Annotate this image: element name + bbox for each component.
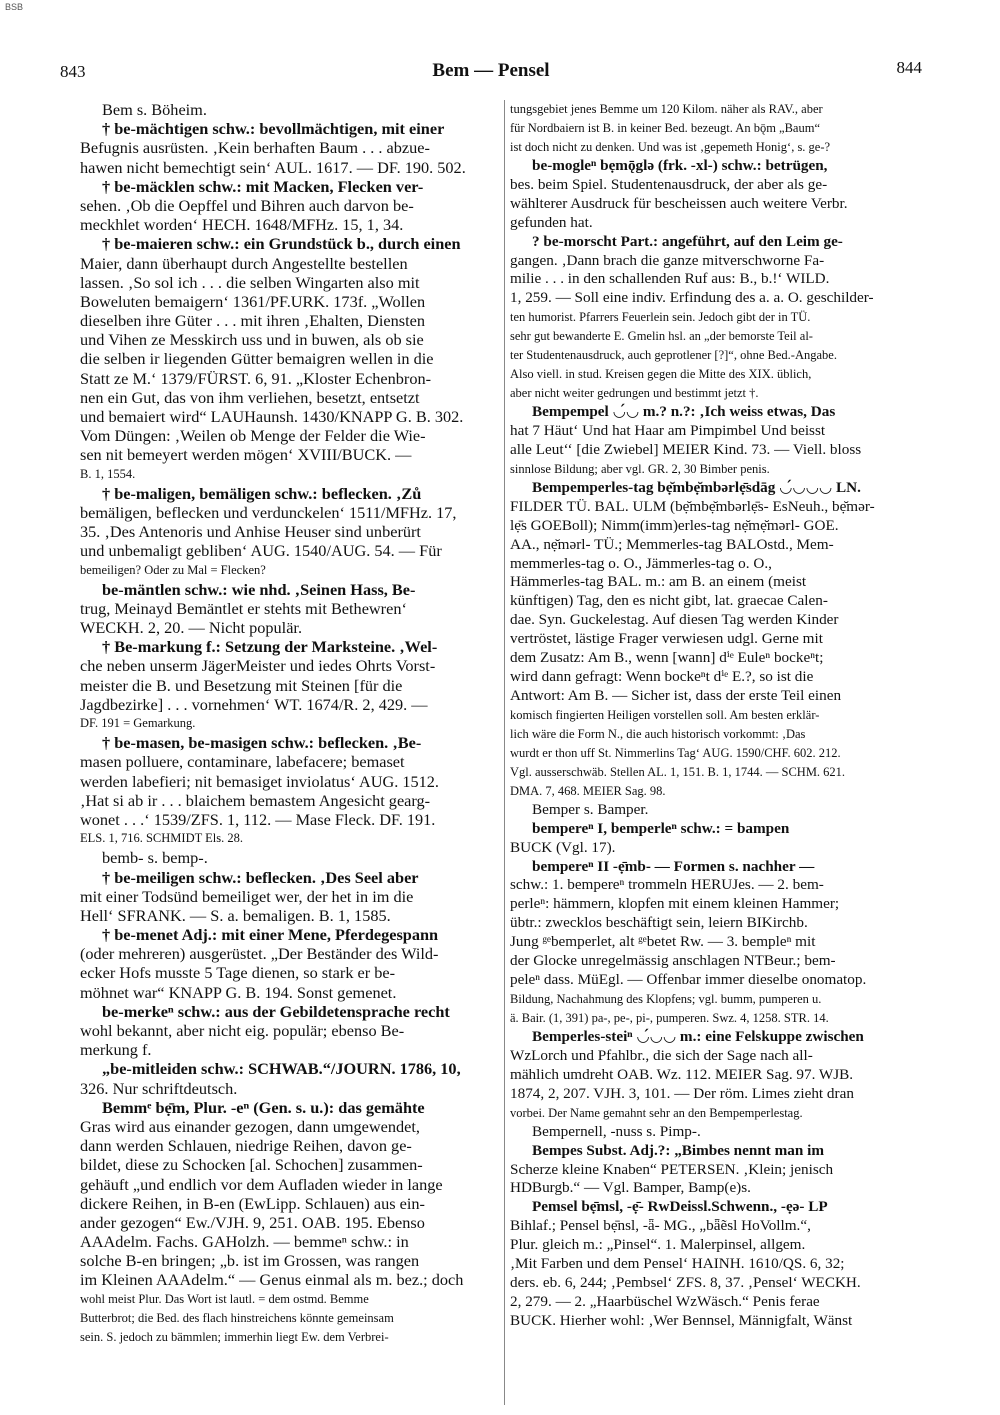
text-line: wohl meist Plur. Das Wort ist lautl. = dem ostmd. Bemme bbox=[80, 1291, 369, 1306]
text-line: WzLorch und Pfahlbr., die sich der Sage nach all- bbox=[510, 1046, 813, 1064]
text-line: Jagdbezirke] . . . vornehmen‘ WT. 1674/R. 2, 429. — bbox=[80, 694, 428, 714]
text-line: gangen. ‚Dann brach die ganze mitverschworne Fa- bbox=[510, 251, 825, 269]
text-line: meckhlet worden‘ HECH. 1648/MFHz. 15, 1, 34. bbox=[80, 215, 404, 235]
text-line: und Vihen ze Messkirch uss und in buwen, als ob sie bbox=[80, 330, 424, 350]
text-line: Antwort: Am B. — Sicher ist, dass der erste Teil einen bbox=[510, 687, 842, 705]
text-line: mählich umdreht OAB. Wz. 112. MEIER Sag. 97. WJB. bbox=[510, 1065, 854, 1083]
text-line: † be-mäcklen schw.: mit Macken, Flecken ver- bbox=[102, 176, 424, 196]
text-line: solche B-en bringen; „b. ist im Grossen, was rangen bbox=[80, 1251, 420, 1271]
text-line: ten humorist. Pfarrers Feuerlein sein. Jedoch gibt der in TÜ. bbox=[510, 310, 811, 325]
text-line: BUCK. Hierher wohl: ‚Wer Bennsel, Männigfalt, Wänst bbox=[510, 1312, 853, 1329]
text-line: 35. ‚Des Antenoris und Anhise Heuser sind unberürt bbox=[80, 522, 421, 542]
text-line: DF. 191 = Gemarkung. bbox=[80, 716, 196, 730]
text-line: masen polluere, contaminare, labefacere; bemaset bbox=[80, 752, 405, 772]
text-line: † be-mächtigen schw.: bevollmächtigen, mit einer bbox=[102, 119, 445, 139]
text-line: Bempempel ◡́◡ m.? n.?: ‚Ich weiss etwas, Das bbox=[532, 403, 836, 420]
page-number-right: 844 bbox=[896, 58, 922, 77]
text-line: bes. beim Spiel. Studentenausdruck, der aber als ge- bbox=[510, 175, 828, 193]
text-line: sehen. ‚Ob die Oepffel und Bihren auch darvon be- bbox=[80, 195, 414, 215]
text-line: sein. S. jedoch zu bämmlen; immerhin liegt Ew. dem Verbrei- bbox=[80, 1330, 389, 1344]
text-line: wählterer Ausdruck für bescheissen auch weitere Verbr. bbox=[510, 194, 848, 212]
text-line: wird dann gefragt: Wenn bockeⁿt dⁱᵉ E.?, so ist die bbox=[510, 668, 814, 686]
text-line: sehr gut bewanderte E. Gmelin hsl. an „der bemorste Teil al- bbox=[510, 329, 813, 344]
text-line: hawen nicht bemechtigt sein‘ AUL. 1617. — DF. 190. 502. bbox=[80, 157, 466, 177]
page-header bbox=[60, 58, 922, 86]
text-line: wurdt er thon uff St. Nimmerlins Tag‘ AUG. 1590/CHF. 602. 212. bbox=[510, 745, 841, 760]
text-line: vorbei. Der Name gemahnt sehr an den Bempemperlestag. bbox=[510, 1105, 803, 1120]
text-line: nen ein Gut, das von ihm verliehen, besetzt, entsetzt bbox=[80, 387, 420, 407]
text-line: WECKH. 2, 20. — Nicht populär. bbox=[80, 618, 303, 638]
left-column bbox=[80, 100, 498, 1347]
text-line: bildet, diese zu Schocken [al. Schochen] zusammen- bbox=[80, 1155, 423, 1175]
text-line: dann werden Schlauen, niedrige Reihen, davon ge- bbox=[80, 1136, 412, 1156]
library-stamp: BSB bbox=[5, 2, 24, 12]
text-line: schw.: 1. bempereⁿ trommeln HERUJes. — 2. bem- bbox=[510, 876, 824, 894]
text-line: mit einer Todsünd bemeiliget wer, der het in im die bbox=[80, 886, 414, 906]
text-line: ter Studentenausdruck, auch geprotlener [?]“, ohne Bed.-Angabe. bbox=[510, 348, 837, 363]
text-line: aber nicht weiter gedrungen und bestimmt jetzt †. bbox=[510, 386, 759, 401]
running-title: Bem — Pensel bbox=[432, 60, 550, 81]
text-line: † Be-markung f.: Setzung der Marksteine. ‚Wel- bbox=[102, 637, 438, 657]
page-number-left: 843 bbox=[60, 62, 86, 81]
text-line: für Nordbaiern ist B. in keiner Bed. bezeugt. An bǭm „Baum“ bbox=[510, 120, 820, 135]
text-line: ecker Hofs musste 5 Tage dienen, so stark er be- bbox=[80, 963, 396, 983]
text-line: Butterbrot; die Bed. des flach hinstreichens könnte gemeinsam bbox=[80, 1310, 394, 1325]
text-line: bemb- s. bemp-. bbox=[102, 848, 208, 868]
text-line: übtr.: zwecklos beschäftigt sein, leiern BIKirchb. bbox=[510, 914, 808, 932]
text-line: bempereⁿ I, bemperleⁿ schw.: = bampen bbox=[532, 819, 790, 837]
text-line: BUCK (Vgl. 17). bbox=[510, 838, 616, 856]
text-line: Gras wird aus einander gezogen, dann umgewendet, bbox=[80, 1116, 420, 1136]
text-line: HDBurgb.“ — Vgl. Bamper, Bamp(e)s. bbox=[510, 1179, 751, 1197]
text-line: Bempemperles-tag bẹ̆mbẹ̆mbərlẹ̄sdāg ◡́◡◡◡ LN. bbox=[532, 478, 861, 496]
text-line: ‚Mit Farben und dem Pensel‘ HAINH. 1610/QS. 6, 32; bbox=[510, 1255, 845, 1273]
text-line: bempereⁿ II -ẹ̄mb- — Formen s. nachher — bbox=[532, 857, 815, 875]
text-line: bemeiligen? Oder zu Mal = Flecken? bbox=[80, 562, 266, 577]
text-line: die selben ir liegenden Gütter bemaigren wellen in die bbox=[80, 349, 434, 369]
text-line: 326. Nur schriftdeutsch. bbox=[80, 1078, 238, 1098]
text-line: ist doch nicht zu denken. Und was ist ‚gepemeth Honig‘, s. ge-? bbox=[510, 139, 831, 154]
text-line: dieselben ihre Güter . . . mit ihren ‚Ehalten, Diensten bbox=[80, 311, 425, 331]
text-line: Bempernell, -nuss s. Pimp-. bbox=[532, 1122, 701, 1140]
text-line: be-mogleⁿ bẹmǭglə (frk. -xl-) schw.: betrügen, bbox=[532, 156, 828, 174]
text-line: FILDER TÜ. BAL. ULM (bẹ̆mbẹ̆mbərlẹ̄s- EsNeuh., bẹ̆mər- bbox=[510, 497, 875, 515]
text-line: Scherze kleine Knaben“ PETERSEN. ‚Klein; jenisch bbox=[510, 1160, 834, 1178]
text-line: im Kleinen AAAdelm.“ — Genus einmal als m. bez.; doch bbox=[80, 1270, 464, 1290]
text-line: Befugnis ausrüsten. ‚Kein berhaften Baum . . . abzue- bbox=[80, 138, 430, 158]
text-line: AAAdelm. Fachs. GAHolzh. — bemmeⁿ schw.: in bbox=[80, 1232, 409, 1252]
text-line: ‚Hat si ab ir . . . blaichem bemastem Angesicht gearg- bbox=[80, 790, 431, 810]
text-line: 1, 259. — Soll eine indiv. Erfindung des a. a. O. geschilder- bbox=[510, 289, 874, 307]
text-line: Hämmerles-tag BAL. m.: am B. an einem (meist bbox=[510, 573, 807, 591]
text-line: bemäligen, beflecken und verdunckelen‘ 1511/MFHz. 17, bbox=[80, 502, 457, 522]
text-line: wonet . . .‘ 1539/ZFS. 1, 112. — Mase Fleck. DF. 191. bbox=[80, 809, 436, 829]
text-line: Vgl. ausserschwäb. Stellen AL. 1, 151. B. 1, 1744. — SCHM. 621. bbox=[510, 764, 846, 779]
text-line: tungsgebiet jenes Bemme um 120 Kilom. näher als RAV., aber bbox=[510, 102, 823, 116]
text-line: meister die B. und Besetzung mit Steinen [für die bbox=[80, 675, 403, 695]
text-line: alle Leut‘‘ [die Zwiebel] MEIER Kind. 73. — Viell. bloss bbox=[510, 440, 862, 458]
text-line: hat 7 Häut‘ Und hat Haar am Pimpimbel Und beisst bbox=[510, 421, 826, 439]
text-line: Jung ᵍᵉbemperlet, alt ᵍᵉbetet Rw. — 3. bempleⁿ mit bbox=[510, 933, 816, 951]
text-line: künftigen) Tag, den es nicht gibt, lat. graecae Calen- bbox=[510, 592, 828, 610]
text-line: sen nit bemeyert werden mögen‘ XVIII/BUCK. — bbox=[80, 445, 412, 465]
column-divider bbox=[504, 100, 505, 1405]
text-line: „be-mitleiden schw.: SCHWAB.“/JOURN. 1786, 10, bbox=[102, 1059, 461, 1079]
text-line: Also viell. in stud. Kreisen gegen die Mitte des XIX. üblich, bbox=[510, 367, 812, 382]
text-line: † be-maligen, bemäligen schw.: beflecken. ‚Zů bbox=[102, 483, 422, 503]
text-line: Bemmᵉ bẹ̄m, Plur. -eⁿ (Gen. s. u.): das gemähte bbox=[102, 1097, 425, 1117]
text-line: trug, Meinayd Bemäntlet er stehts mit Bethewren‘ bbox=[80, 598, 407, 618]
text-line: und unbemaligt gebliben‘ AUG. 1540/AUG. 54. — Für bbox=[80, 541, 442, 561]
text-line: möhnet war“ KNAPP G. B. 194. Sonst gemenet. bbox=[80, 982, 397, 1002]
text-line: 1874, 2, 207. VJH. 3, 101. — Der röm. Limes zieht dran bbox=[510, 1084, 854, 1102]
text-line: milie . . . in den schallenden Ruf aus: B., b.!‘ WILD. bbox=[510, 270, 830, 288]
text-line: der Glocke unregelmässig anschlagen NTBeur.; bem- bbox=[510, 952, 836, 970]
text-line: (oder mehreren) ausgerüstet. „Der Beständer des Wild- bbox=[80, 944, 439, 964]
text-line: ELS. 1, 716. SCHMIDT Els. 28. bbox=[80, 831, 243, 846]
text-line: komisch fingierten Heiligen vorstellen soll. Am besten erklär- bbox=[510, 708, 820, 722]
text-line: ä. Bair. (1, 391) pa-, pe-, pi-, pumperen. Swz. 4, 1258. STR. 14. bbox=[510, 1011, 829, 1025]
text-line: Bildung, Nachahmung des Klopfens; vgl. bumm, pumperen u. bbox=[510, 992, 822, 1007]
text-line: vertröstet, lästige Frager verwiesen udgl. Gerne mit bbox=[510, 630, 823, 648]
text-line: lassen. ‚So sol ich . . . die selben Wingarten also mit bbox=[80, 272, 420, 292]
text-line: Bihlaf.; Pensel bẹ̄nsl, -ǟ- MG., „bǟẽsl HoVollm.“, bbox=[510, 1217, 811, 1235]
text-line: werden labefieri; nit bemasiget inviolatus‘ AUG. 1512. bbox=[80, 771, 440, 791]
right-column bbox=[510, 100, 922, 1331]
text-line: Bemper s. Bamper. bbox=[532, 800, 649, 818]
text-line: sinnlose Bildung; aber vgl. GR. 2, 30 Bimber penis. bbox=[510, 461, 770, 476]
text-line: lẹ̄s GOEBoll); Nimm(imm)erles-tag nẹ̆mẹ̆mərl- GOE. bbox=[510, 516, 839, 534]
text-line: peleⁿ dass. MüEgl. — Offenbar immer dieselbe onomatop. bbox=[510, 971, 867, 989]
text-line: wohl bekannt, aber nicht eig. populär; ebenso Be- bbox=[80, 1021, 405, 1040]
text-line: ? be-morscht Part.: angeführt, auf den Leim ge- bbox=[532, 232, 843, 250]
text-line: Statt ze M.‘ 1379/FÜRST. 6, 91. „Kloster Echenbron- bbox=[80, 368, 432, 388]
text-line: AA., nẹ̆mərl- TÜ.; Memmerles-tag BALOstd., Mem- bbox=[510, 535, 834, 553]
text-line: ander gezogen“ Ew./VJH. 9, 251. OAB. 195. Ebenso bbox=[80, 1212, 425, 1232]
text-line: dem Zusatz: Am B., wenn [wann] dⁱᵉ Euleⁿ bockeⁿt; bbox=[510, 649, 824, 667]
text-line: merkung f. bbox=[80, 1040, 152, 1060]
text-line: be-merkeⁿ schw.: aus der Gebildetensprache recht bbox=[102, 1001, 450, 1021]
text-line: Hell‘ SFRANK. — S. a. bemaligen. B. 1, 1585. bbox=[80, 905, 391, 925]
text-line: memmerles-tag o. O., Jämmerles-tag o. O., bbox=[510, 554, 772, 572]
text-line: perleⁿ: hämmern, klopfen mit einem kleinen Hammer; bbox=[510, 895, 840, 913]
text-line: gefunden hat. bbox=[510, 213, 593, 231]
text-line: Plur. gleich m.: „Pinsel“. 1. Malerpinsel, allgem. bbox=[510, 1236, 806, 1254]
text-line: ders. eb. 6, 244; ‚Pembsel‘ ZFS. 8, 37. ‚Pensel‘ WECKH. bbox=[510, 1274, 861, 1292]
text-line: † be-masen, be-masigen schw.: beflecken. ‚Be- bbox=[102, 733, 422, 753]
text-line: lich wäre die Form N., die auch historisch vorkommt: ‚Das bbox=[510, 726, 806, 741]
text-line: Bemperles-steiⁿ ◡́◡◡ m.: eine Felskuppe zwischen bbox=[532, 1027, 864, 1045]
text-line: be-mäntlen schw.: wie nhd. ‚Seinen Hass, Be- bbox=[102, 579, 416, 599]
text-line: Pemsel bẹ̄msl, -ẹ̄- RwDeissl.Schwenn., -ẹə- LP bbox=[532, 1198, 828, 1216]
text-line: gehäuft „und endlich vor dem Aufladen wieder in lange bbox=[80, 1174, 443, 1194]
text-line: dae. Syn. Guckelestag. Auf diesen Tag werden Kinder bbox=[510, 611, 839, 629]
text-line: Maier, dann überhaupt durch Angestellte bestellen bbox=[80, 253, 408, 273]
text-line: † be-maieren schw.: ein Grundstück b., durch einen bbox=[102, 234, 461, 254]
text-line: Bempes Subst. Adj.?: „Bimbes nennt man im bbox=[532, 1141, 824, 1159]
text-line: † be-menet Adj.: mit einer Mene, Pferdegespann bbox=[102, 925, 439, 945]
text-line: Boweluten bemaigern‘ 1361/PF.URK. 173f. „Wollen bbox=[80, 291, 426, 311]
text-line: Vom Düngen: ‚Weilen ob Menge der Felder die Wie- bbox=[80, 426, 426, 446]
text-line: Bem s. Böheim. bbox=[102, 100, 207, 119]
text-line: † be-meiligen schw.: beflecken. ‚Des Seel aber bbox=[102, 867, 419, 887]
text-line: DMA. 7, 468. MEIER Sag. 98. bbox=[510, 783, 666, 798]
text-line: B. 1, 1554. bbox=[80, 466, 136, 481]
text-line: 2, 279. — 2. „Haarbüschel WzWäsch.“ Penis ferae bbox=[510, 1293, 820, 1311]
text-line: dickere Reihen, in B-en (EwLipp. Schlauen) aus ein- bbox=[80, 1193, 425, 1213]
text-line: und bemaiert wird“ LAUHaunsh. 1430/KNAPP G. B. 302. bbox=[80, 407, 464, 426]
text-line: che neben unserm JägerMeister und iedes Ohrts Vorst- bbox=[80, 656, 436, 676]
